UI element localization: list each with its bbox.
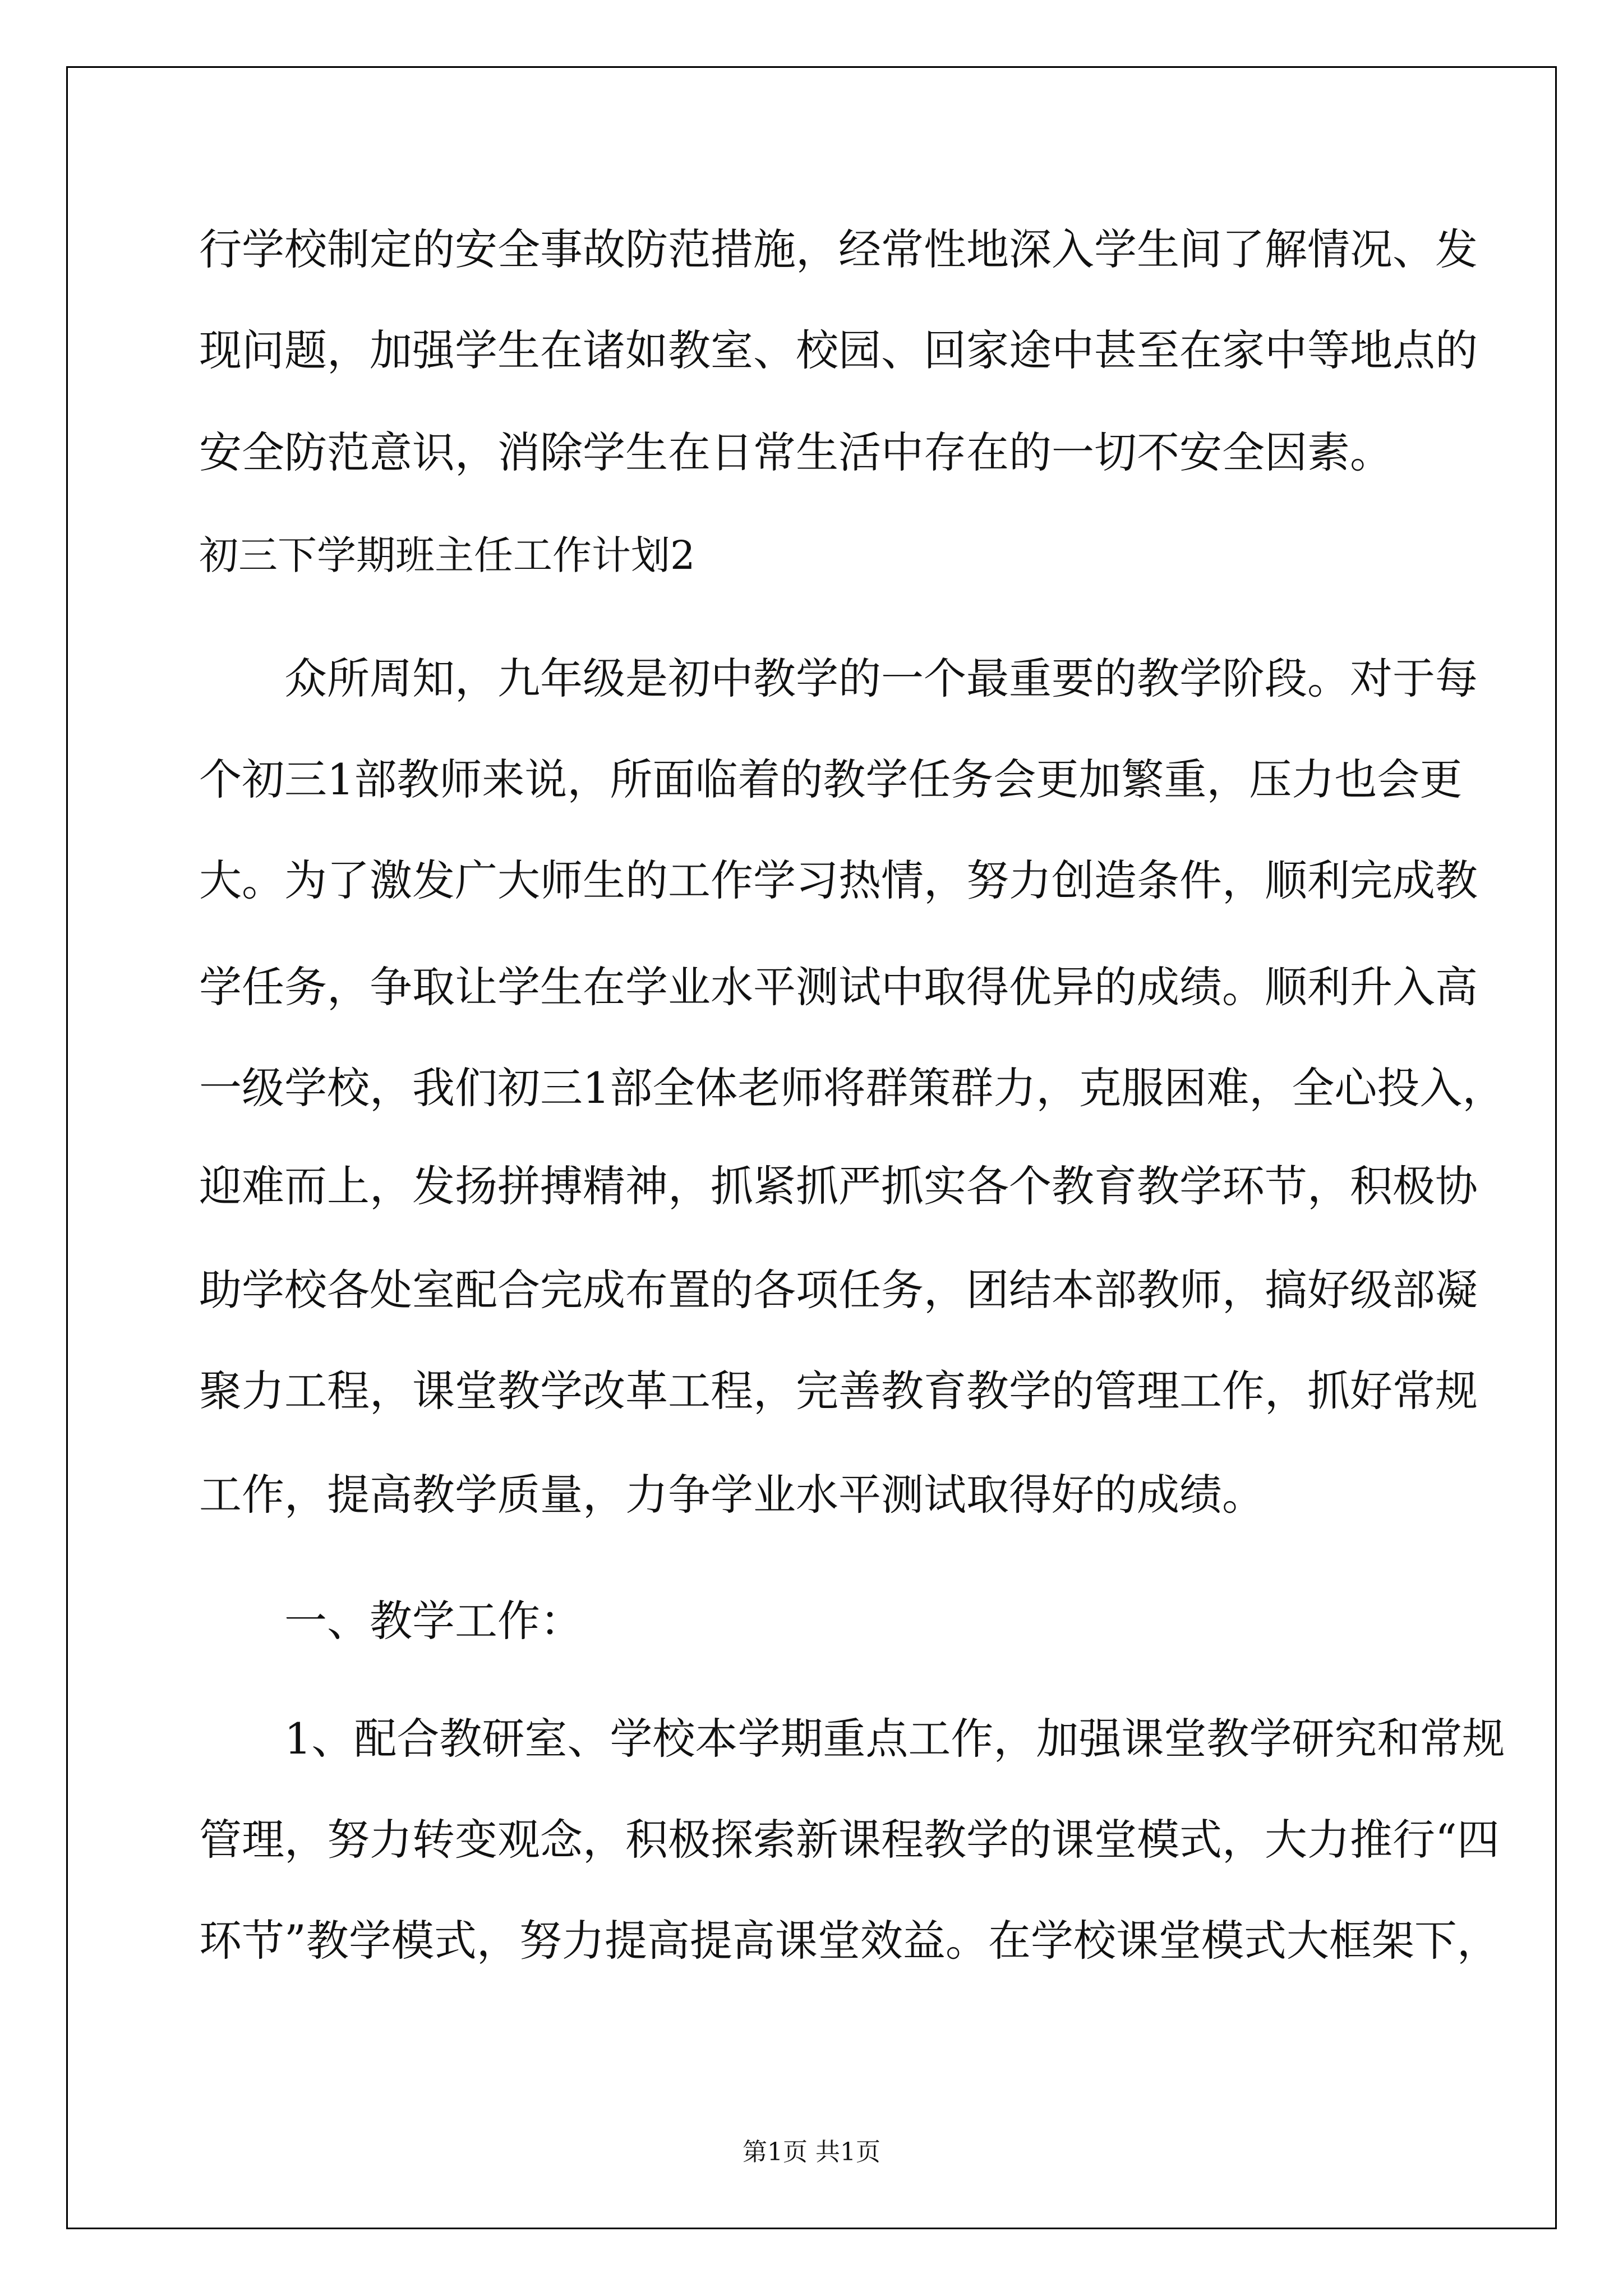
body-text-line: 工作，提高教学质量，力争学业水平测试取得好的成绩。 (199, 1470, 1265, 1520)
body-text-line: 行学校制定的安全事故防范措施，经常性地深入学生间了解情况、发 (199, 224, 1478, 274)
body-text-line: 大。为了激发广大师生的工作学习热情，努力创造条件，顺利完成教 (199, 855, 1478, 905)
page-border (66, 66, 1557, 2229)
body-text-line: 一级学校，我们初三1部全体老师将群策群力，克服困难，全心投入， (199, 1063, 1505, 1113)
page-footer: 第1页 共1页 (743, 2138, 880, 2166)
list-heading: 一、教学工作： (284, 1596, 583, 1646)
body-text-line: 聚力工程，课堂教学改革工程，完善教育教学的管理工作，抓好常规 (199, 1366, 1478, 1416)
body-text-line: 安全防范意识，消除学生在日常生活中存在的一切不安全因素。 (199, 427, 1393, 477)
body-text-line: 现问题，加强学生在诸如教室、校园、回家途中甚至在家中等地点的 (199, 325, 1478, 375)
body-text-line: 众所周知，九年级是初中教学的一个最重要的教学阶段。对于每 (284, 654, 1478, 703)
body-text-line: 学任务，争取让学生在学业水平测试中取得优异的成绩。顺利升入高 (199, 962, 1478, 1012)
body-text-line: 助学校各处室配合完成布置的各项任务，团结本部教师，搞好级部凝 (199, 1265, 1478, 1315)
body-text-line: 个初三1部教师来说，所面临着的教学任务会更加繁重，压力也会更 (199, 754, 1463, 804)
section-heading: 初三下学期班主任工作计划2 (199, 532, 695, 578)
body-text-line: 迎难而上，发扬拼搏精神，抓紧抓严抓实各个教育教学环节，积极协 (199, 1161, 1478, 1211)
body-text-line: 1、配合教研室、学校本学期重点工作，加强课堂教学研究和常规 (284, 1714, 1505, 1764)
body-text-line: 环节”教学模式，努力提高提高课堂效益。在学校课堂模式大框架下， (199, 1916, 1500, 1966)
body-text-line: 管理，努力转变观念，积极探索新课程教学的课堂模式，大力推行“四 (199, 1815, 1500, 1865)
